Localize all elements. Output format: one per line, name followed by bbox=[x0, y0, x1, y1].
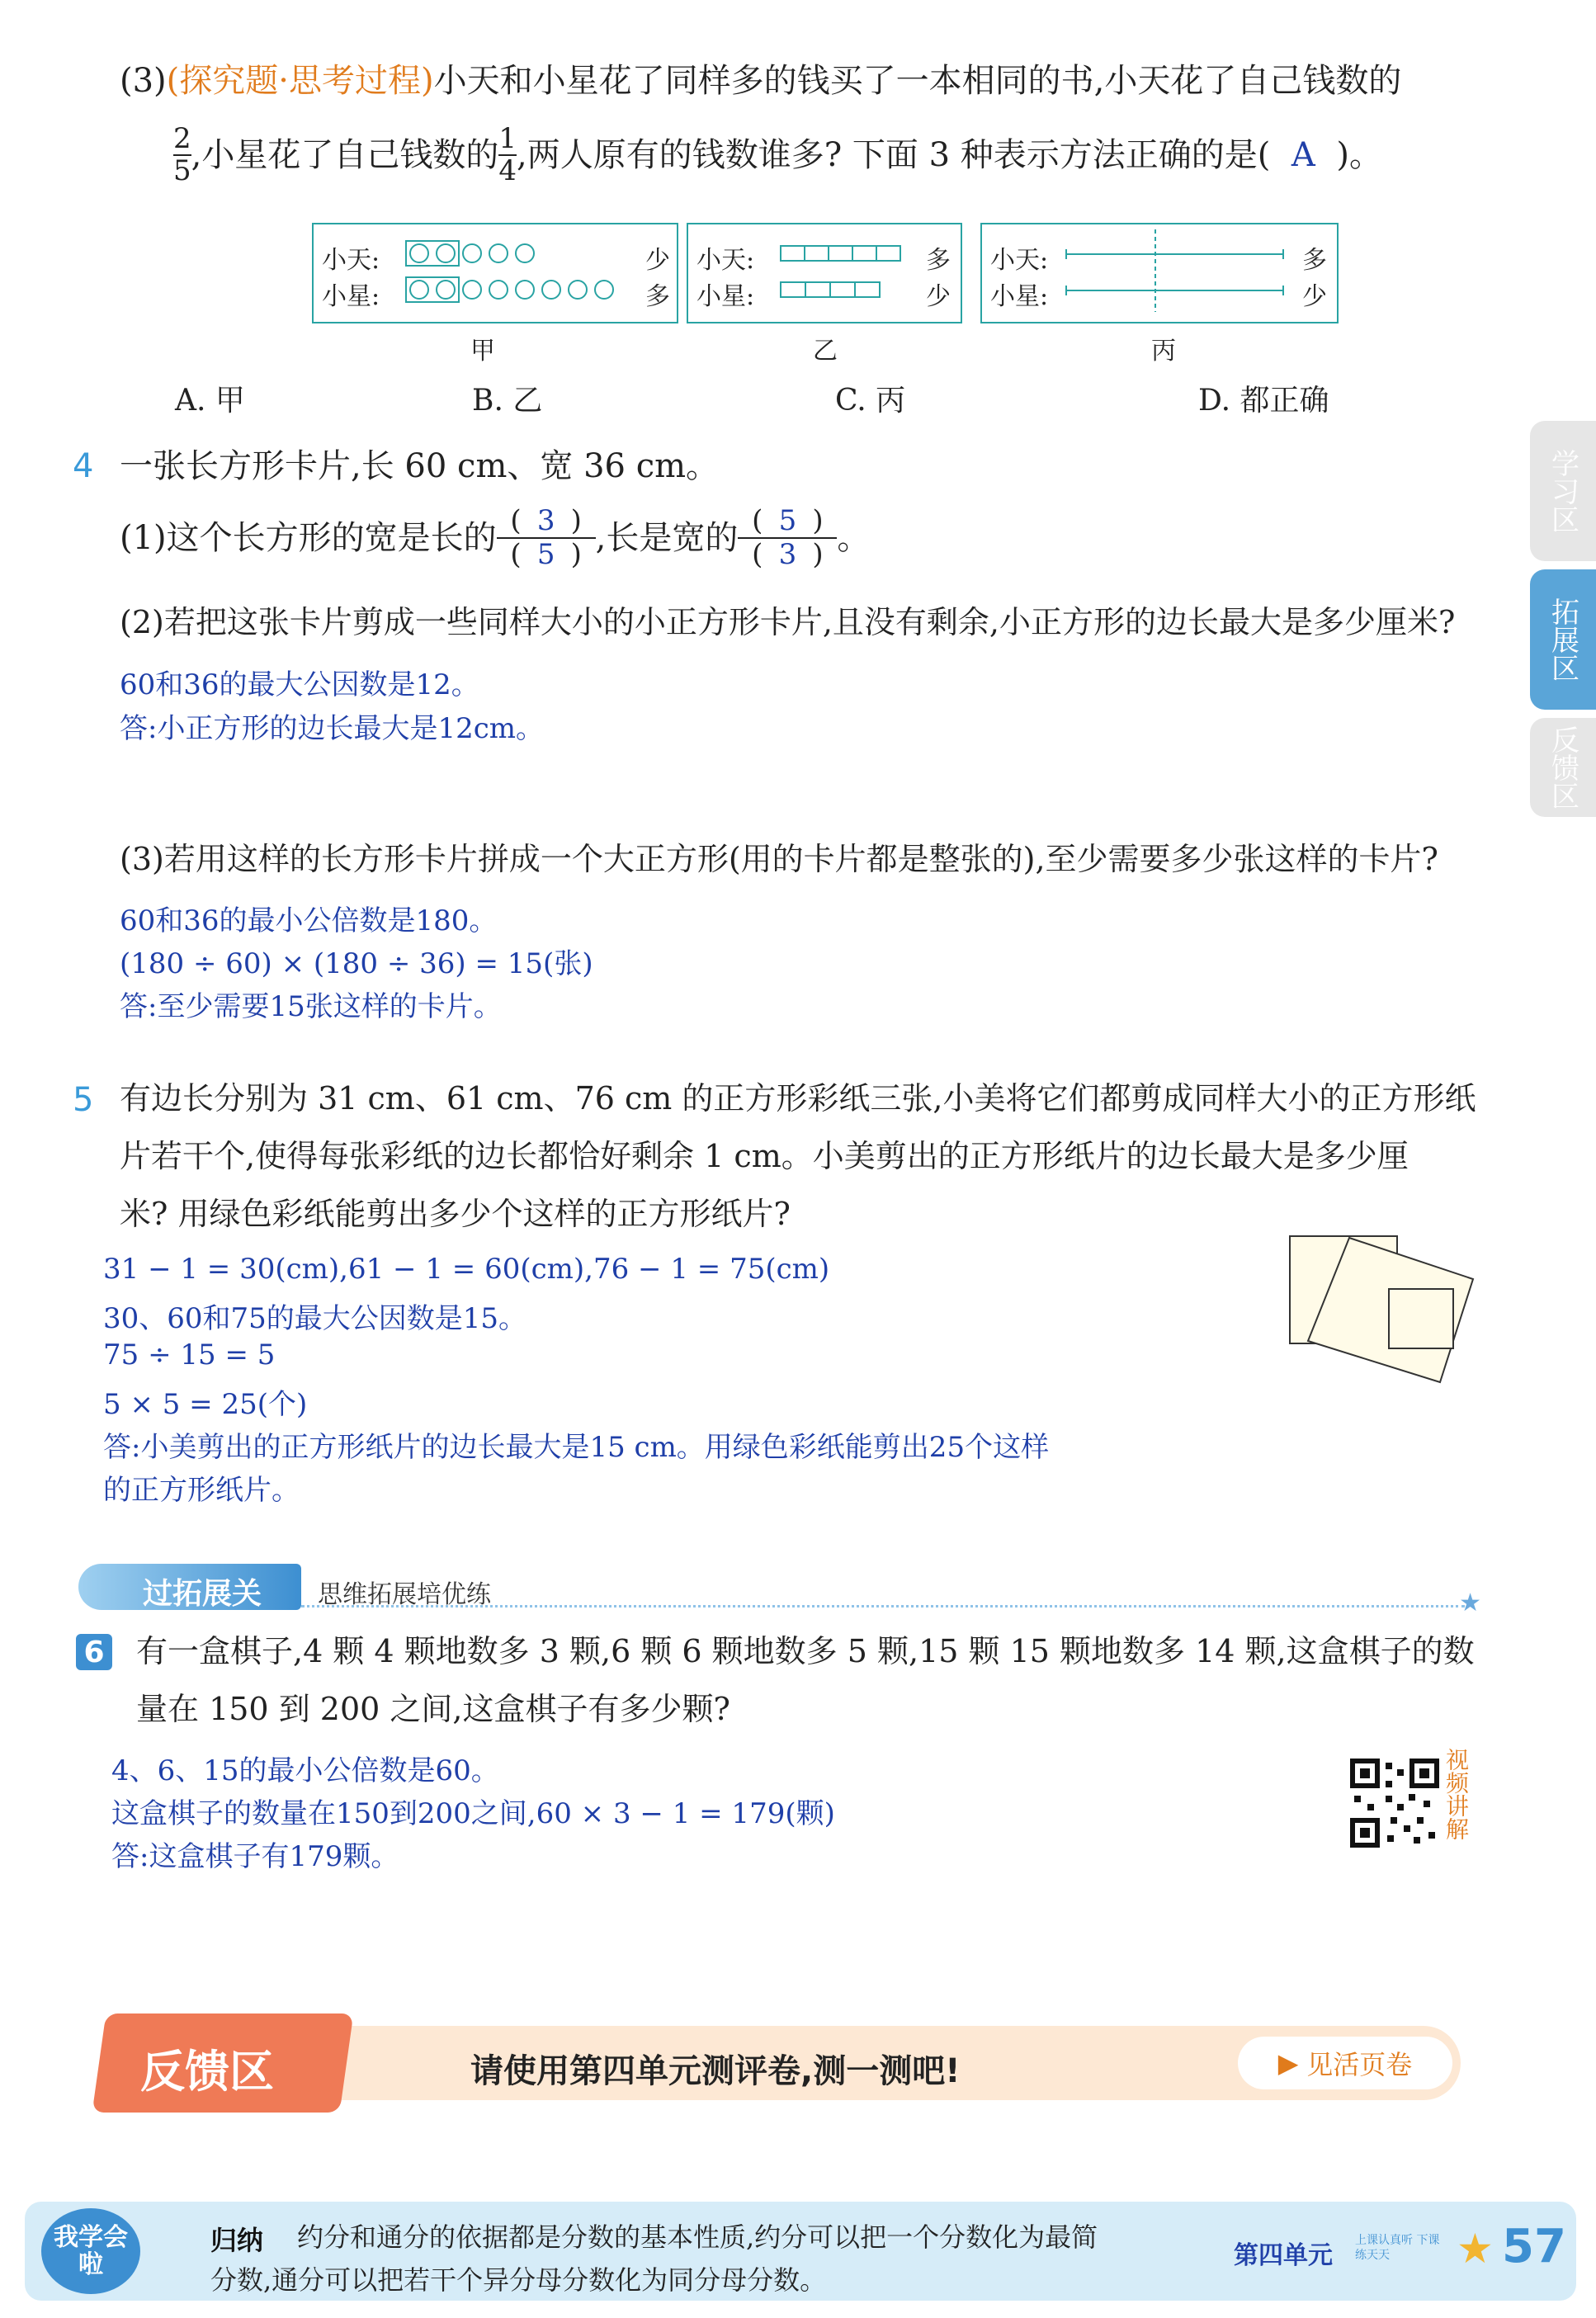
q5-number: 5 bbox=[73, 1081, 94, 1119]
option-a: A. 甲 bbox=[175, 384, 245, 418]
q4-number: 4 bbox=[73, 447, 94, 485]
q3-text1: 小天和小星花了同样多的钱买了一本相同的书,小天花了自己钱数的 bbox=[433, 62, 1402, 100]
section-badge: 过拓展关 bbox=[143, 1577, 262, 1611]
section-subtitle: 思维拓展培优练 bbox=[318, 1580, 491, 1609]
feedback-text: 请使用第四单元测评卷,测一测吧! bbox=[470, 2052, 961, 2090]
option-d: D. 都正确 bbox=[1198, 384, 1329, 418]
section-header bbox=[78, 1564, 1481, 1617]
q4-part2: (2)若把这张卡片剪成一些同样大小的小正方形卡片,且没有剩余,小正方形的边长最大是多少厘米? bbox=[120, 604, 1456, 640]
q6-line-2: 量在 150 到 200 之间,这盒棋子有多少颗? bbox=[136, 1691, 730, 1727]
q4-part3-ans-3: 答:至少需要15张这样的卡片。 bbox=[120, 990, 502, 1023]
page-number: 57 bbox=[1502, 2220, 1566, 2273]
footer-unit: 第四单元 bbox=[1234, 2241, 1333, 2270]
q3-line2 bbox=[173, 124, 1382, 187]
footer-line-2: 分数,通分可以把若干个异分母分数化为同分母分数。 bbox=[210, 2264, 827, 2296]
diagram-yi: 小天: 小星: 多 少 bbox=[687, 223, 962, 323]
q4-stem: 一张长方形卡片,长 60 cm、宽 36 cm。 bbox=[120, 447, 720, 485]
bars-figure bbox=[779, 236, 903, 310]
diagram-bing: 小天: 小星: 多 少 bbox=[980, 223, 1339, 323]
footer-badge: 我学会啦 bbox=[41, 2208, 140, 2294]
footer bbox=[25, 2202, 1576, 2301]
q6-line-1: 有一盒棋子,4 颗 4 颗地数多 3 颗,6 颗 6 颗地数多 5 颗,15 颗 15 颗地数多 14 颗,这盒棋子的数 bbox=[136, 1633, 1475, 1669]
qr-code-icon[interactable] bbox=[1349, 1758, 1440, 1848]
q5-ans-5: 答:小美剪出的正方形纸片的边长最大是15 cm。用绿色彩纸能剪出25个这样 bbox=[103, 1431, 1050, 1464]
q6-ans-3: 答:这盒棋子有179颗。 bbox=[111, 1840, 399, 1873]
paper-squares-figure bbox=[1283, 1230, 1481, 1386]
feedback-link-button[interactable]: ▶ 见活页卷 bbox=[1238, 2037, 1452, 2089]
q4-part3-ans-2: (180 ÷ 60) × (180 ÷ 36) = 15(张) bbox=[120, 947, 593, 980]
q3-frac-b: $\frac{1}{4}$ bbox=[498, 122, 517, 188]
q3-line1 bbox=[120, 62, 1402, 100]
q3-text3: ,两人原有的钱数谁多? 下面 3 种表示方法正确的是( bbox=[517, 136, 1271, 175]
diagram-jia: 小天: 小星: 少 多 bbox=[312, 223, 678, 323]
q3-frac-a: $\frac{2}{5}$ bbox=[173, 122, 191, 188]
q6-ans-1: 4、6、15的最小公倍数是60。 bbox=[111, 1754, 499, 1787]
feedback-title: 反馈区 bbox=[140, 2046, 274, 2098]
star-mascot-icon: ★ bbox=[1457, 2225, 1494, 2273]
q5-line-1: 有边长分别为 31 cm、61 cm、76 cm 的正方形彩纸三张,小美将它们都剪成同样大小的正方形纸 bbox=[120, 1080, 1476, 1117]
video-explain-label[interactable]: 视频讲解 bbox=[1443, 1748, 1470, 1840]
star-icon: ★ bbox=[1459, 1589, 1481, 1617]
q3-answer: A bbox=[1291, 136, 1315, 175]
option-b: B. 乙 bbox=[472, 384, 543, 418]
q5-ans-6: 的正方形纸片。 bbox=[103, 1474, 300, 1507]
q6-ans-2: 这盒棋子的数量在150到200之间,60 × 3 − 1 = 179(颗) bbox=[111, 1797, 835, 1830]
q4-part2-ans-2: 答:小正方形的边长最大是12cm。 bbox=[120, 712, 545, 745]
q3-tag: (探究题·思考过程) bbox=[166, 62, 434, 100]
q4-part1: (1)这个长方形的宽是长的 ( 3 ) ( 5 ) ,长是宽的 ( 5 ) ( 3 ) 。 bbox=[120, 504, 871, 572]
play-icon: ▶ bbox=[1277, 2047, 1299, 2079]
footer-label: 归纳 bbox=[210, 2225, 264, 2256]
side-tab-feedback[interactable]: 反馈区 bbox=[1530, 718, 1596, 817]
q6-number: 6 bbox=[76, 1634, 112, 1670]
q4-answer-frac1: ( 3 ) ( 5 ) bbox=[497, 505, 596, 571]
caption-jia: 甲 bbox=[470, 337, 495, 366]
q5-line-3: 米? 用绿色彩纸能剪出多少个这样的正方形纸片? bbox=[120, 1196, 791, 1232]
option-c: C. 丙 bbox=[835, 384, 906, 418]
side-tab-study[interactable]: 学习区 bbox=[1530, 421, 1596, 561]
feedback-banner bbox=[99, 2013, 1461, 2113]
q5-line-2: 片若干个,使得每张彩纸的边长都恰好剩余 1 cm。小美剪出的正方形纸片的边长最大是多少厘 bbox=[120, 1138, 1409, 1174]
q5-ans-2: 30、60和75的最大公因数是15。 bbox=[103, 1302, 527, 1335]
lines-figure bbox=[1065, 229, 1287, 312]
q5-ans-1: 31 − 1 = 30(cm),61 − 1 = 60(cm),76 − 1 = 75(cm) bbox=[103, 1253, 830, 1286]
caption-bing: 丙 bbox=[1151, 337, 1176, 366]
side-tab-extend[interactable]: 拓展区 bbox=[1530, 569, 1596, 710]
caption-yi: 乙 bbox=[813, 337, 838, 366]
q4-answer-frac2: ( 5 ) ( 3 ) bbox=[738, 505, 837, 571]
q4-part2-ans-1: 60和36的最大公因数是12。 bbox=[120, 668, 479, 701]
q4-part3: (3)若用这样的长方形卡片拼成一个大正方形(用的卡片都是整张的),至少需要多少张这样的卡片? bbox=[120, 841, 1438, 877]
q3-text2: ,小星花了自己钱数的 bbox=[191, 136, 499, 175]
q3-label: (3) bbox=[120, 62, 167, 100]
footer-line-1: 约分和通分的依据都是分数的基本性质,约分可以把一个分数化为最简 bbox=[297, 2221, 1098, 2253]
q5-ans-3: 75 ÷ 15 = 5 bbox=[103, 1338, 276, 1371]
q5-ans-4: 5 × 5 = 25(个) bbox=[103, 1388, 308, 1421]
q3-text4: )。 bbox=[1336, 136, 1382, 175]
footer-slogan: 上课认真听 下课练天天 bbox=[1355, 2234, 1440, 2263]
circles-figure bbox=[404, 236, 635, 310]
q4-part3-ans-1: 60和36的最小公倍数是180。 bbox=[120, 904, 498, 937]
